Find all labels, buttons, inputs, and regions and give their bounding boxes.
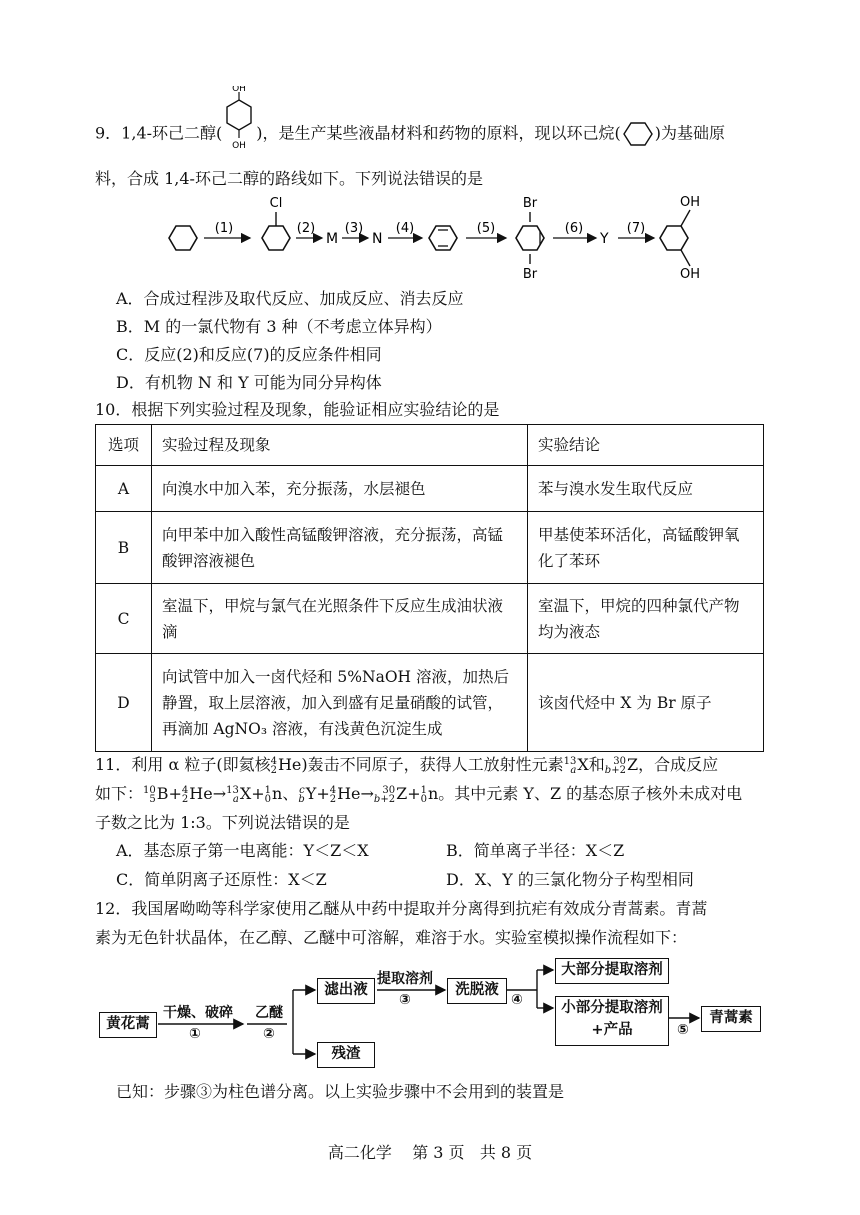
row-d-process: 向试管中加入一卤代烃和 5%NaOH 溶液，加热后静置，取上层溶液，加入到盛有足量硝酸的试管，再滴加 AgNO₃ 溶液，有浅黄色沉淀生成 bbox=[152, 654, 528, 752]
step-2-label: (2) bbox=[296, 221, 316, 236]
x-nuclide-symbol: 13 a bbox=[563, 755, 577, 776]
q9-option-d[interactable]: D．有机物 N 和 Y 可能为同分异构体 bbox=[116, 373, 382, 392]
row-c-option: C bbox=[96, 584, 152, 654]
cyclohexanediol-inline-structure bbox=[222, 86, 256, 152]
q9-stem-line2: 料，合成 1,4-环己二醇的路线如下。下列说法错误的是 bbox=[95, 169, 483, 188]
q9-stem-part-c: )为基础原 bbox=[654, 123, 726, 143]
q12-known-note: 已知：步骤③为柱色谱分离。以上实验步骤中不会用到的装置是 bbox=[116, 1082, 565, 1101]
q9-option-c[interactable]: C．反应(2)和反应(7)的反应条件相同 bbox=[116, 345, 382, 364]
q10-stem: 10．根据下列实验过程及现象，能验证相应实验结论的是 bbox=[95, 400, 500, 419]
intermediate-y: Y bbox=[600, 231, 609, 247]
header-conclusion: 实验结论 bbox=[528, 425, 764, 466]
flow-box-eluate: 洗脱液 bbox=[447, 978, 507, 1004]
q11-option-b[interactable]: B．简单离子半径：X＜Z bbox=[446, 841, 625, 860]
q9-option-a[interactable]: A．合成过程涉及取代反应、加成反应、消去反应 bbox=[116, 289, 464, 308]
flow-box-start: 黄花蒿 bbox=[99, 1012, 157, 1038]
flow-box-most-solvent: 大部分提取溶剂 bbox=[555, 958, 669, 984]
oh-label-bottom: OH bbox=[232, 141, 247, 151]
flow-step4-number: ④ bbox=[511, 992, 523, 1008]
q9-stem-line1 bbox=[95, 86, 726, 152]
flow-box-product: 青蒿素 bbox=[701, 1006, 761, 1032]
cyclohexadiene-structure bbox=[429, 226, 457, 250]
row-c-conclusion: 室温下，甲烷的四种氯代产物均为液态 bbox=[528, 584, 764, 654]
oh-label-top-product: OH bbox=[680, 195, 701, 210]
q9-stem-part-a: 9．1,4-环己二醇( bbox=[95, 123, 223, 143]
br-label-top: Br bbox=[522, 196, 538, 211]
chlorocyclohexane-structure bbox=[262, 196, 290, 250]
q11-stem-line2 bbox=[95, 782, 742, 806]
intermediate-m: M bbox=[326, 231, 339, 247]
oh-label-top: OH bbox=[232, 86, 247, 94]
q9-option-b[interactable]: B．M 的一氯代物有 3 种（不考虑立体异构） bbox=[116, 317, 442, 336]
row-c-process: 室温下，甲烷与氯气在光照条件下反应生成油状液滴 bbox=[152, 584, 528, 654]
z-nuclide-symbol: 30 b+2 bbox=[604, 755, 626, 776]
flow-reagent-label: 乙醚 bbox=[255, 1005, 283, 1021]
cyclohexanediol-structure bbox=[660, 195, 700, 282]
row-a-process: 向溴水中加入苯，充分振荡，水层褪色 bbox=[152, 466, 528, 512]
intermediate-n: N bbox=[372, 231, 383, 247]
br-label-bottom: Br bbox=[522, 267, 538, 282]
cyclohexane-structure bbox=[169, 226, 197, 250]
cyclohexane-inline-structure bbox=[621, 120, 655, 148]
step-3-label: (3) bbox=[344, 221, 364, 236]
q11-l1-b: )轰击不同原子，获得人工放射性元素 bbox=[301, 755, 564, 774]
page-footer bbox=[0, 1140, 860, 1163]
he-nuclide-symbol: 4 2 bbox=[270, 755, 277, 776]
table-header-row bbox=[96, 425, 764, 466]
q11-stem-line1: 11．利用 α 粒子(即氦核 4 2 He)轰击不同原子，获得人工放射性元素 13 a X和 30 b+2 Z，合成反应 bbox=[95, 755, 719, 776]
q11-option-d[interactable]: D．X、Y 的三氯化物分子构型相同 bbox=[446, 870, 694, 889]
dibromocyclohexene-structure bbox=[516, 196, 544, 282]
flow-step3-label: 提取溶剂 bbox=[377, 971, 433, 987]
q9-synthesis-route bbox=[160, 192, 720, 284]
table-row bbox=[96, 654, 764, 752]
q12-stem-line1: 12．我国屠呦呦等科学家使用乙醚从中药中提取并分离得到抗疟有效成分青蒿素。青蒿 bbox=[95, 899, 708, 918]
step-7-label: (7) bbox=[626, 221, 646, 236]
table-row bbox=[96, 512, 764, 584]
header-process: 实验过程及现象 bbox=[152, 425, 528, 466]
step-5-label: (5) bbox=[476, 221, 496, 236]
step-4-label: (4) bbox=[395, 221, 415, 236]
footer-total: 共 8 页 bbox=[479, 1143, 533, 1162]
footer-page: 第 3 页 bbox=[412, 1143, 465, 1162]
row-a-option: A bbox=[96, 466, 152, 512]
table-row bbox=[96, 466, 764, 512]
q11-l1-a: 11．利用 α 粒子(即氦核 bbox=[95, 755, 271, 774]
q11-l1-c: 和 bbox=[588, 755, 605, 774]
flow-box-filtrate: 滤出液 bbox=[317, 978, 375, 1004]
flow-step1-number: ① bbox=[189, 1026, 201, 1042]
q12-stem-line2: 素为无色针状晶体，在乙醇、乙醚中可溶解，难溶于水。实验室模拟操作流程如下： bbox=[95, 928, 688, 947]
flow-box-residue: 残渣 bbox=[317, 1042, 375, 1068]
row-b-conclusion: 甲基使苯环活化，高锰酸钾氧化了苯环 bbox=[528, 512, 764, 584]
q12-flowchart bbox=[95, 958, 763, 1076]
header-option: 选项 bbox=[96, 425, 152, 466]
footer-subject: 高二化学 bbox=[327, 1143, 392, 1162]
q11-stem-line3: 子数之比为 1:3。下列说法错误的是 bbox=[95, 813, 350, 832]
flow-box-small-solvent bbox=[555, 996, 669, 1046]
q11-l1-d: ，合成反应 bbox=[638, 755, 719, 774]
flow-step1-label: 干燥、破碎 bbox=[163, 1005, 233, 1021]
row-a-conclusion: 苯与溴水发生取代反应 bbox=[528, 466, 764, 512]
step-1-label: (1) bbox=[214, 221, 234, 236]
flow-small-line1: 小部分提取溶剂 bbox=[561, 1000, 663, 1016]
oh-label-bottom-product: OH bbox=[680, 267, 701, 282]
q11-option-c[interactable]: C．简单阴离子还原性：X＜Z bbox=[116, 870, 327, 889]
flow-step2-number: ② bbox=[263, 1026, 275, 1042]
step-6-label: (6) bbox=[564, 221, 584, 236]
cl-label: Cl bbox=[269, 196, 283, 211]
flow-small-line2: +产品 bbox=[591, 1022, 633, 1038]
q11-l2-b: 。其中元素 Y、Z 的基态原子核外未成对电 bbox=[438, 784, 743, 803]
q10-experiment-table bbox=[95, 424, 764, 752]
q11-l2-a: 如下： bbox=[95, 784, 144, 803]
q11-nuclear-equations: 10 5 B+ 4 2 He→ 13 a X+ 1 0 n、 c b Y+ 4 2 He→ 30 b+2 Z+ 1 0 n bbox=[143, 784, 439, 805]
q9-stem-part-b: )，是生产某些液晶材料和药物的原料，现以环己烷( bbox=[256, 123, 621, 143]
q11-option-a[interactable]: A．基态原子第一电离能：Y＜Z＜X bbox=[116, 841, 369, 860]
row-b-process: 向甲苯中加入酸性高锰酸钾溶液，充分振荡，高锰酸钾溶液褪色 bbox=[152, 512, 528, 584]
row-d-conclusion: 该卤代烃中 X 为 Br 原子 bbox=[528, 654, 764, 752]
flow-step3-number: ③ bbox=[399, 992, 411, 1008]
row-b-option: B bbox=[96, 512, 152, 584]
table-row bbox=[96, 584, 764, 654]
flow-step5-number: ⑤ bbox=[677, 1022, 689, 1038]
row-d-option: D bbox=[96, 654, 152, 752]
